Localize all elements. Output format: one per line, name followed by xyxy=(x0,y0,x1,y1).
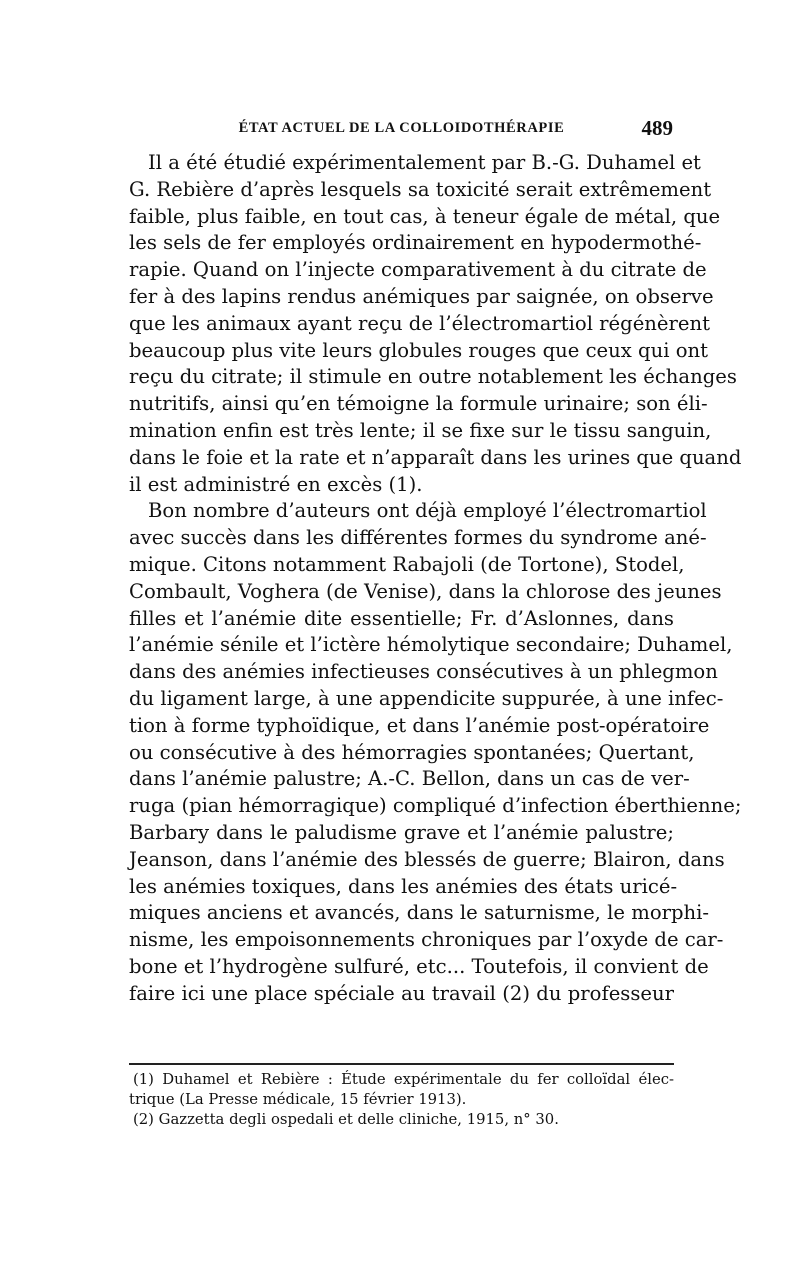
text-line: que les animaux ayant reçu de l’électromartiol régénèrent xyxy=(129,311,710,335)
text-line: dans des anémies infectieuses consécutives à un phlegmon xyxy=(129,660,718,684)
text-line: miques anciens et avancés, dans le saturnisme, le morphi- xyxy=(129,901,710,925)
text-line: rapie. Quand on l’injecte comparativement à du citrate de xyxy=(129,258,707,282)
text-line: Bon nombre d’auteurs ont déjà employé l’électromartiol xyxy=(148,499,707,523)
text-line: faible, plus faible, en tout cas, à teneur égale de métal, que xyxy=(129,204,721,228)
text-line: tion à forme typhoïdique, et dans l’anémie post-opératoire xyxy=(129,713,710,737)
text-line: l’anémie sénile et l’ictère hémolytique secondaire; Duhamel, xyxy=(129,633,733,657)
footnote-2: (2) Gazzetta degli ospedali et delle cliniche, 1915, n° 30. xyxy=(133,1111,559,1128)
body-text xyxy=(129,150,742,1008)
text-line: avec succès dans les différentes formes du syndrome ané- xyxy=(129,526,707,550)
text-line: reçu du citrate; il stimule en outre notablement les échanges xyxy=(129,365,737,389)
text-line: dans l’anémie palustre; A.-C. Bellon, dans un cas de ver- xyxy=(129,767,690,791)
footnote-rule xyxy=(129,1063,674,1065)
page-header xyxy=(130,116,673,142)
text-line: Barbary dans le paludisme grave et l’anémie palustre; xyxy=(129,820,674,844)
footnote-1-line-2: trique (La Presse médicale, 15 février 1913). xyxy=(129,1091,467,1108)
text-line: dans le foie et la rate et n’apparaît dans les urines que quand xyxy=(129,445,742,469)
running-title: ÉTAT ACTUEL DE LA COLLOIDOTHÉRAPIE xyxy=(238,120,565,136)
footnote-1-line-1: (1) Duhamel et Rebière : Étude expérimentale du fer colloïdal élec- xyxy=(133,1071,674,1088)
text-line: mination enfin est très lente; il se fixe sur le tissu sanguin, xyxy=(129,418,712,442)
text-line: ruga (pian hémorragique) compliqué d’infection éberthienne; xyxy=(129,794,742,818)
text-line: fer à des lapins rendus anémiques par saignée, on observe xyxy=(129,284,714,308)
text-line: ou consécutive à des hémorragies spontanées; Quertant, xyxy=(129,740,695,764)
text-line: il est administré en excès (1). xyxy=(129,472,423,496)
text-line: nutritifs, ainsi qu’en témoigne la formule urinaire; son éli- xyxy=(129,392,708,416)
page-number: 489 xyxy=(641,116,673,140)
text-line: filles et l’anémie dite essentielle; Fr. d’Aslonnes, dans xyxy=(129,606,674,630)
text-line: nisme, les empoisonnements chroniques par l’oxyde de car- xyxy=(129,928,724,952)
text-line: Combault, Voghera (de Venise), dans la chlorose des jeunes xyxy=(129,579,722,603)
text-line: beaucoup plus vite leurs globules rouges que ceux qui ont xyxy=(129,338,708,362)
footnotes xyxy=(129,1070,674,1130)
text-line: les sels de fer employés ordinairement en hypodermothé- xyxy=(129,231,702,255)
text-line: les anémies toxiques, dans les anémies des états uricé- xyxy=(129,874,678,898)
text-line: Jeanson, dans l’anémie des blessés de guerre; Blairon, dans xyxy=(129,847,725,871)
text-line: G. Rebière d’après lesquels sa toxicité serait extrêmement xyxy=(129,177,712,201)
text-line: Il a été étudié expérimentalement par B.-G. Duhamel et xyxy=(148,151,701,174)
text-line: mique. Citons notamment Rabajoli (de Tortone), Stodel, xyxy=(129,552,685,576)
text-line: bone et l’hydrogène sulfuré, etc... Toutefois, il convient de xyxy=(129,954,709,978)
text-line: faire ici une place spéciale au travail (2) du professeur xyxy=(129,981,674,1005)
text-line: du ligament large, à une appendicite suppurée, à une infec- xyxy=(129,686,724,710)
